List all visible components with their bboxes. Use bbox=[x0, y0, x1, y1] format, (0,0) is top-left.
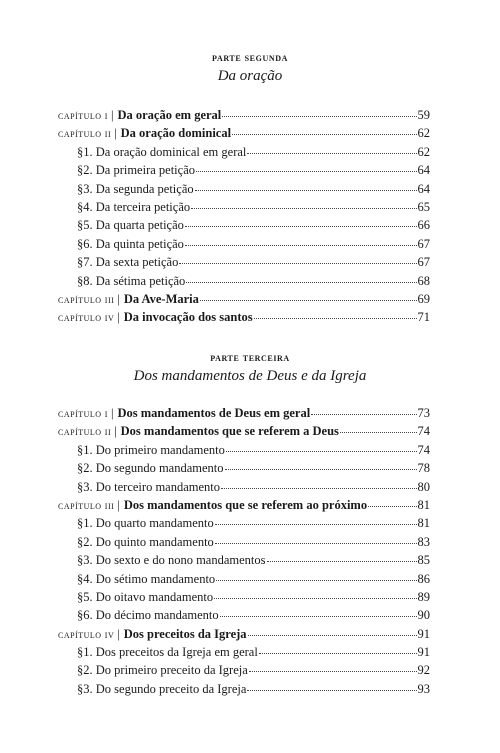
entry-title: §7. Da sexta petição bbox=[77, 255, 179, 270]
entry-title: §2. Do quinto mandamento bbox=[77, 534, 214, 549]
page-number: 80 bbox=[417, 479, 430, 494]
separator-bar: | bbox=[114, 424, 117, 439]
entry-title: Da invocação dos santos bbox=[123, 310, 253, 325]
part-subtitle: Dos mandamentos de Deus e da Igreja bbox=[133, 368, 367, 384]
page-number: 67 bbox=[417, 236, 430, 251]
entry-title: §2. Do primeiro preceito da Igreja bbox=[77, 663, 248, 678]
chapter-number: capítulo iii bbox=[58, 499, 115, 512]
toc-section-entry[interactable] bbox=[58, 514, 430, 532]
page-number: 65 bbox=[417, 199, 430, 214]
dot-leader bbox=[259, 653, 417, 654]
toc-chapter-entry[interactable] bbox=[58, 124, 430, 142]
toc-section-entry[interactable] bbox=[58, 680, 430, 698]
page-number: 93 bbox=[417, 681, 430, 696]
toc-section-entry[interactable] bbox=[58, 272, 430, 290]
page-number: 64 bbox=[417, 181, 430, 196]
entry-title: §1. Do primeiro mandamento bbox=[77, 442, 225, 457]
toc-section-entry[interactable] bbox=[58, 180, 430, 198]
toc-section-entry[interactable] bbox=[58, 588, 430, 606]
page-number: 71 bbox=[417, 310, 430, 325]
entry-title: §3. Da segunda petição bbox=[77, 181, 194, 196]
entry-title: §5. Da quarta petição bbox=[77, 218, 184, 233]
toc-section-entry[interactable] bbox=[58, 570, 430, 588]
dot-leader bbox=[195, 190, 417, 191]
entry-title: §2. Do segundo mandamento bbox=[77, 461, 224, 476]
dot-leader bbox=[200, 300, 417, 301]
page-number: 81 bbox=[417, 516, 430, 531]
toc-chapter-entry[interactable] bbox=[58, 422, 430, 440]
toc-section-entry[interactable] bbox=[58, 216, 430, 234]
chapter-number: capítulo ii bbox=[58, 426, 112, 439]
entry-title: §4. Do sétimo mandamento bbox=[77, 571, 216, 586]
part-two-toc bbox=[58, 106, 430, 327]
entry-title: §3. Do sexto e do nono mandamentos bbox=[77, 553, 266, 568]
dot-leader bbox=[185, 226, 417, 227]
entry-title: §6. Do décimo mandamento bbox=[77, 608, 219, 623]
page-number: 69 bbox=[417, 291, 430, 306]
page-number: 68 bbox=[417, 273, 430, 288]
entry-title: Da Ave-Maria bbox=[123, 291, 199, 306]
chapter-number: capítulo iv bbox=[58, 628, 115, 641]
part-subtitle: Da oração bbox=[217, 68, 283, 84]
page-number: 89 bbox=[417, 589, 430, 604]
dot-leader bbox=[311, 414, 416, 415]
entry-title: §8. Da sétima petição bbox=[77, 273, 186, 288]
separator-bar: | bbox=[117, 291, 120, 306]
page-number: 64 bbox=[417, 163, 430, 178]
toc-section-entry[interactable] bbox=[58, 606, 430, 624]
entry-title: Dos preceitos da Igreja bbox=[123, 626, 247, 641]
page-number: 66 bbox=[417, 218, 430, 233]
dot-leader bbox=[215, 524, 417, 525]
dot-leader bbox=[267, 561, 417, 562]
dot-leader bbox=[340, 432, 417, 433]
entry-title: §3. Do segundo preceito da Igreja bbox=[77, 681, 247, 696]
part-label: parte terceira bbox=[210, 352, 290, 364]
entry-title: Dos mandamentos que se referem ao próximo bbox=[123, 497, 368, 512]
toc-chapter-entry[interactable] bbox=[58, 496, 430, 514]
dot-leader bbox=[232, 134, 416, 135]
dot-leader bbox=[221, 488, 416, 489]
entry-title: §2. Da primeira petição bbox=[77, 163, 196, 178]
page-number: 62 bbox=[417, 144, 430, 159]
page-number: 86 bbox=[417, 571, 430, 586]
toc-chapter-entry[interactable] bbox=[58, 106, 430, 124]
dot-leader bbox=[179, 263, 416, 264]
entry-title: §5. Do oitavo mandamento bbox=[77, 589, 214, 604]
separator-bar: | bbox=[110, 108, 114, 122]
dot-leader bbox=[214, 598, 416, 599]
separator-bar: | bbox=[110, 406, 114, 420]
entry-title: Dos mandamentos de Deus em geral bbox=[117, 406, 311, 420]
page-number: 62 bbox=[417, 126, 430, 141]
dot-leader bbox=[249, 671, 417, 672]
dot-leader bbox=[185, 245, 417, 246]
dot-leader bbox=[191, 208, 416, 209]
toc-section-entry[interactable] bbox=[58, 643, 430, 661]
page-number: 90 bbox=[417, 608, 430, 623]
toc-section-entry[interactable] bbox=[58, 161, 430, 179]
dot-leader bbox=[225, 469, 417, 470]
entry-title: §4. Da terceira petição bbox=[77, 199, 191, 214]
page-number: 91 bbox=[417, 626, 430, 641]
dot-leader bbox=[215, 543, 417, 544]
entry-title: Da oração dominical bbox=[120, 126, 232, 141]
entry-title: §1. Dos preceitos da Igreja em geral bbox=[77, 645, 258, 660]
toc-section-entry[interactable] bbox=[58, 253, 430, 271]
page-number: 59 bbox=[417, 108, 430, 122]
toc-chapter-entry[interactable] bbox=[58, 625, 430, 643]
chapter-number: capítulo iii bbox=[58, 293, 115, 306]
toc-chapter-entry[interactable] bbox=[58, 404, 430, 422]
separator-bar: | bbox=[114, 126, 117, 141]
dot-leader bbox=[220, 616, 417, 617]
page-number: 85 bbox=[417, 553, 430, 568]
separator-bar: | bbox=[117, 626, 120, 641]
entry-title: §6. Da quinta petição bbox=[77, 236, 184, 251]
page-number: 67 bbox=[417, 255, 430, 270]
dot-leader bbox=[248, 635, 417, 636]
page-number: 92 bbox=[417, 663, 430, 678]
part-three-heading bbox=[0, 352, 500, 385]
dot-leader bbox=[254, 318, 417, 319]
part-three-toc bbox=[58, 404, 430, 698]
dot-leader bbox=[368, 506, 416, 507]
toc-section-entry[interactable] bbox=[58, 198, 430, 216]
dot-leader bbox=[216, 580, 416, 581]
dot-leader bbox=[222, 116, 416, 117]
part-two-heading bbox=[0, 52, 500, 85]
page-number: 83 bbox=[417, 534, 430, 549]
toc-section-entry[interactable] bbox=[58, 661, 430, 679]
entry-title: §1. Do quarto mandamento bbox=[77, 516, 214, 531]
page-number: 78 bbox=[417, 461, 430, 476]
entry-title: Dos mandamentos que se referem a Deus bbox=[120, 424, 339, 439]
page-number: 74 bbox=[417, 442, 430, 457]
toc-section-entry[interactable] bbox=[58, 478, 430, 496]
dot-leader bbox=[247, 690, 416, 691]
chapter-number: capítulo i bbox=[58, 110, 108, 122]
separator-bar: | bbox=[117, 497, 120, 512]
chapter-number: capítulo iv bbox=[58, 312, 115, 325]
toc-chapter-entry[interactable] bbox=[58, 308, 430, 326]
dot-leader bbox=[247, 153, 416, 154]
toc-section-entry[interactable] bbox=[58, 143, 430, 161]
entry-title: §1. Da oração dominical em geral bbox=[77, 144, 247, 159]
page-number: 74 bbox=[417, 424, 430, 439]
toc-section-entry[interactable] bbox=[58, 235, 430, 253]
chapter-number: capítulo ii bbox=[58, 128, 112, 141]
chapter-number: capítulo i bbox=[58, 408, 108, 420]
toc-section-entry[interactable] bbox=[58, 551, 430, 569]
toc-section-entry[interactable] bbox=[58, 459, 430, 477]
toc-chapter-entry[interactable] bbox=[58, 290, 430, 308]
page-number: 91 bbox=[417, 645, 430, 660]
separator-bar: | bbox=[117, 310, 120, 325]
page-number: 81 bbox=[417, 497, 430, 512]
toc-section-entry[interactable] bbox=[58, 533, 430, 551]
dot-leader bbox=[226, 451, 417, 452]
toc-section-entry[interactable] bbox=[58, 441, 430, 459]
page-number: 73 bbox=[417, 406, 430, 420]
dot-leader bbox=[186, 282, 416, 283]
part-label: parte segunda bbox=[212, 52, 288, 64]
dot-leader bbox=[196, 171, 416, 172]
entry-title: §3. Do terceiro mandamento bbox=[77, 479, 221, 494]
entry-title: Da oração em geral bbox=[117, 108, 222, 122]
